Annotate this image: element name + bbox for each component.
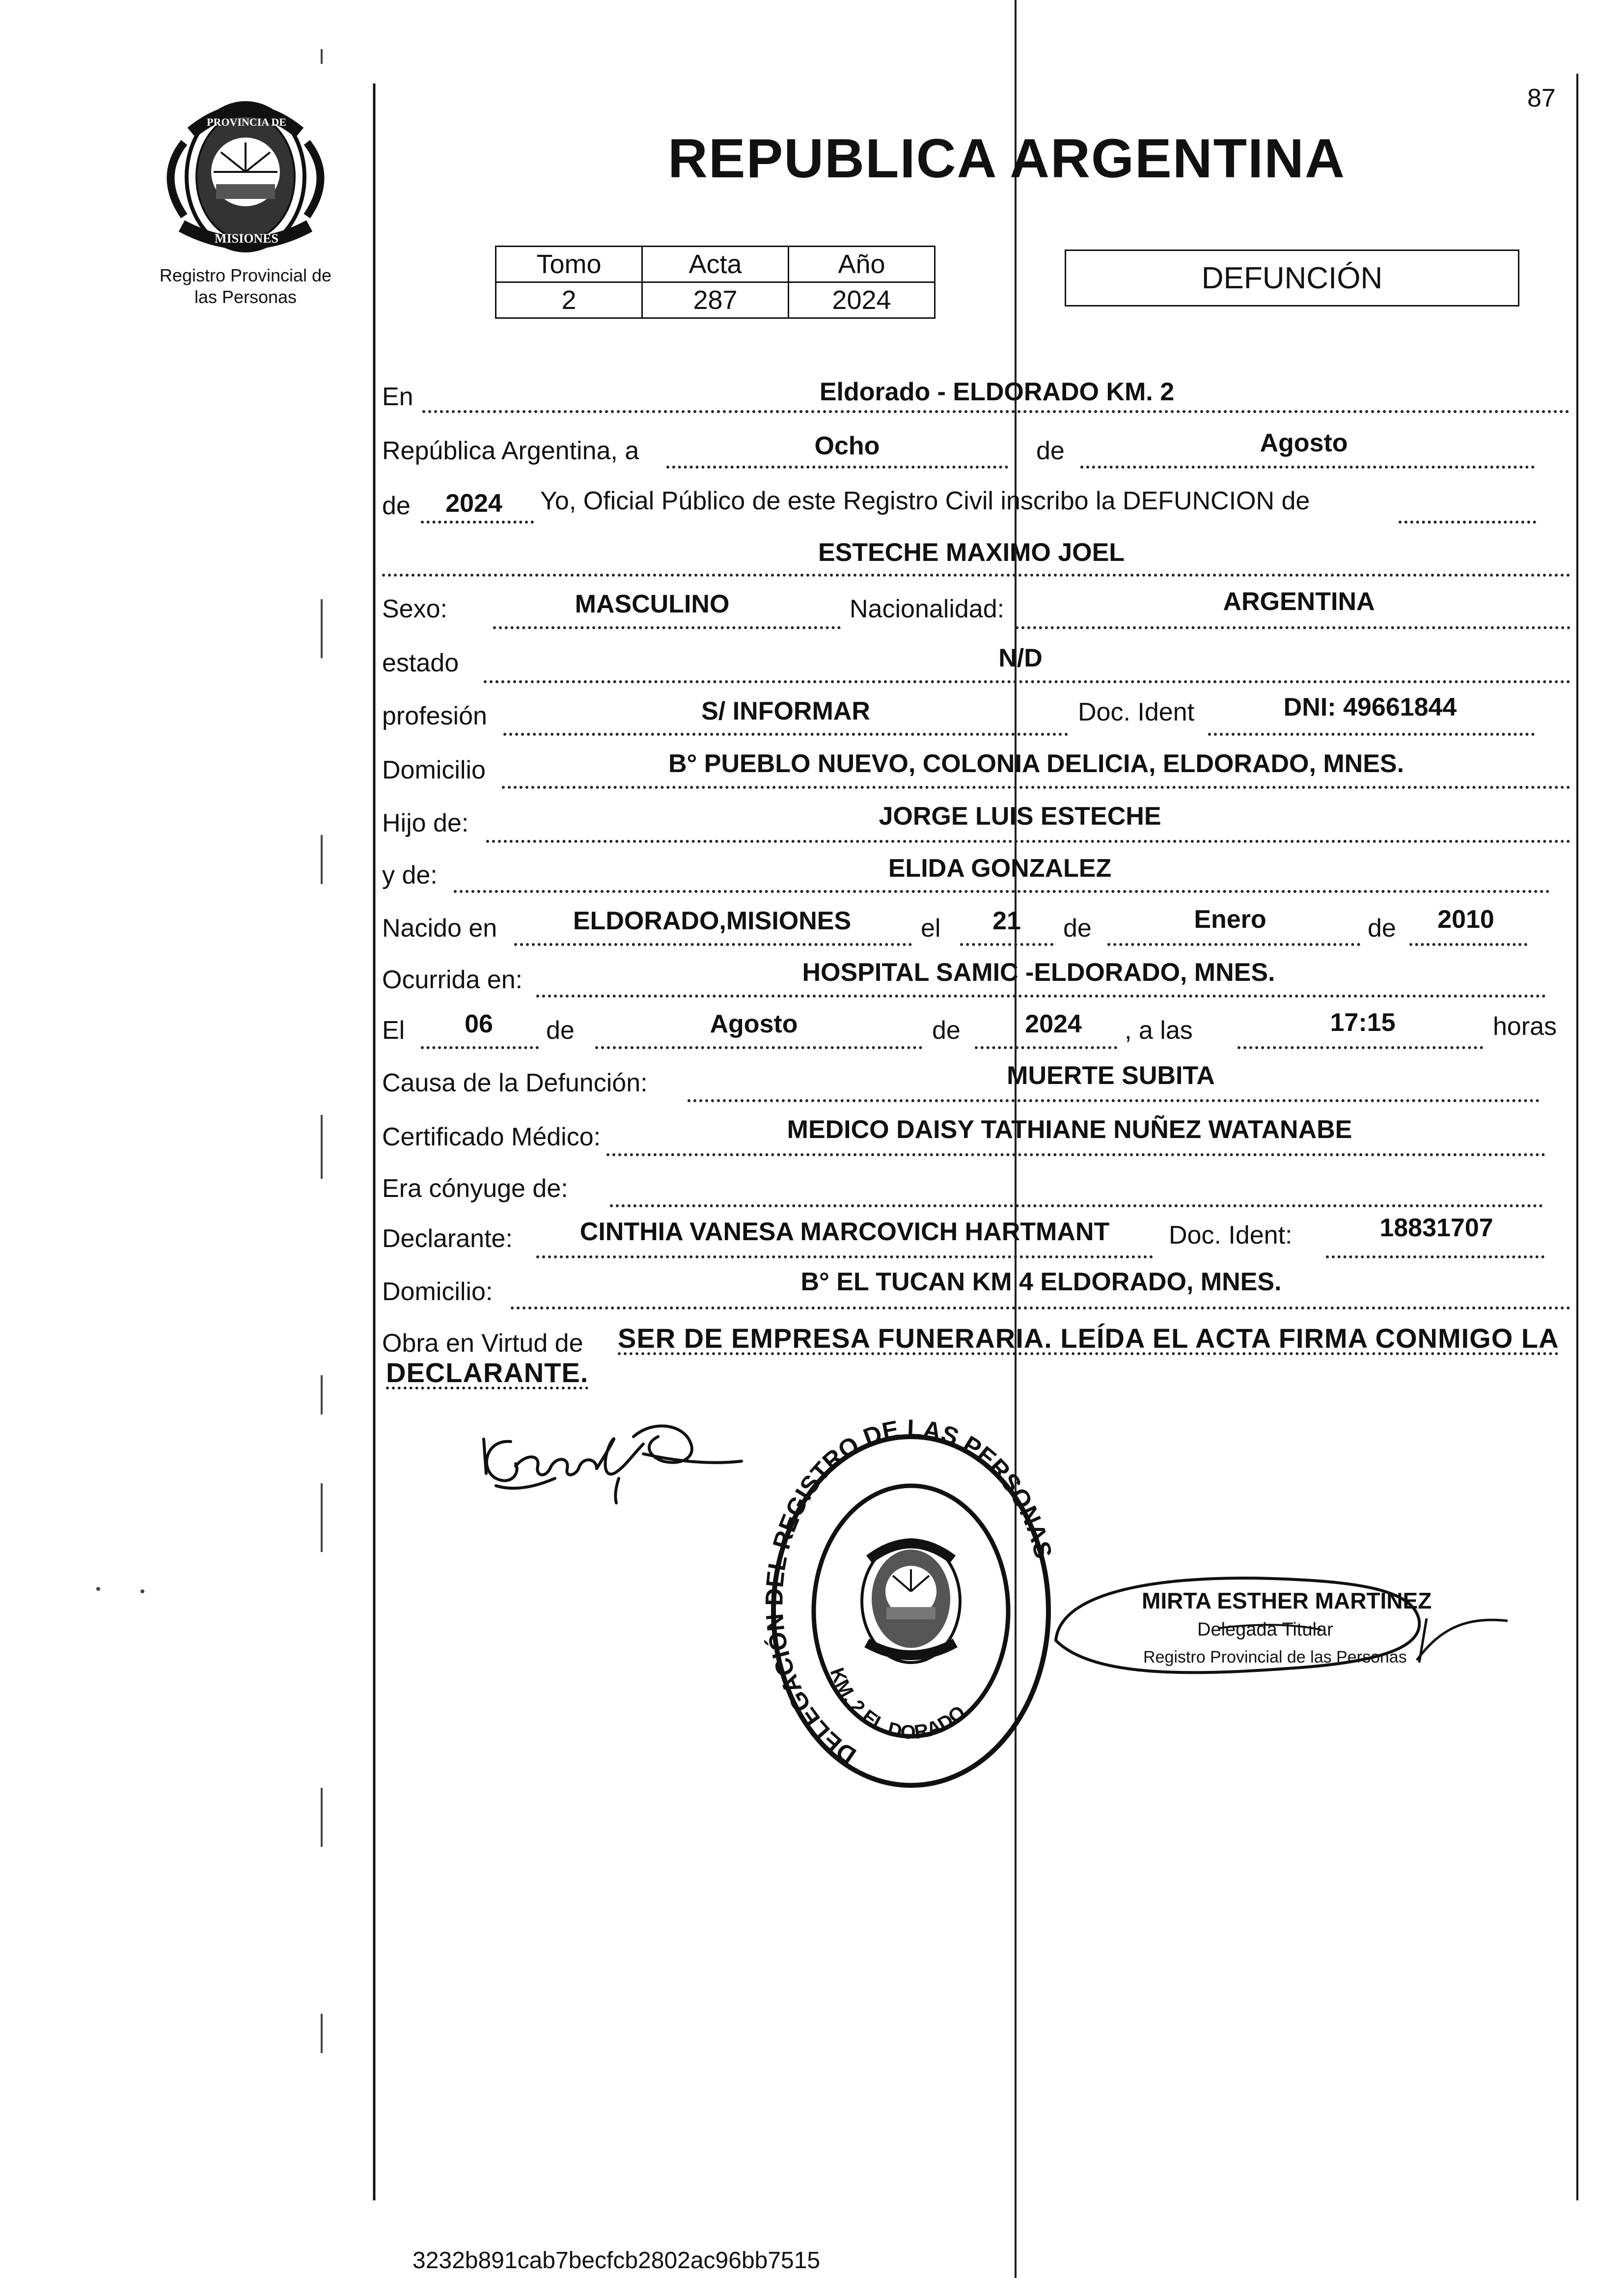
emblem-text-top: PROVINCIA DE [207,116,286,128]
declarante-label: Declarante: [382,1224,513,1253]
estado-value: N/D [998,644,1043,672]
anio-value: 2024 [445,489,502,518]
declarant-signature [484,1426,742,1503]
sexo-label: Sexo: [382,595,447,623]
dia-value: Ocho [814,432,880,460]
official-role: Delegada Titular [1197,1619,1333,1640]
nac-anio-value: 2010 [1437,905,1494,934]
domicilio2-label: Domicilio: [382,1278,493,1306]
record-type-box: DEFUNCIÓN [1065,250,1519,306]
yde-value: ELIDA GONZALEZ [888,854,1112,883]
stamp-outer-text: DELEGACIÓN DEL REGISTRO DE LAS PERSONAS [760,1414,1058,1770]
hijo-label: Hijo de: [382,809,469,837]
sexo-value: MASCULINO [575,590,730,618]
el2-label: El [382,1016,405,1045]
nacido-label: Nacido en [382,914,497,943]
page-number: 87 [1527,84,1556,112]
meta-header-tomo: Tomo [496,247,642,282]
def-hora-value: 17:15 [1330,1008,1396,1037]
ocurrida-label: Ocurrida en: [382,966,523,994]
domicilio-value: B° PUEBLO NUEVO, COLONIA DELICIA, ELDORADO, MNES. [668,750,1404,778]
nacido-value: ELDORADO,MISIONES [573,907,852,935]
hijo-value: JORGE LUIS ESTECHE [879,802,1161,831]
document-hash: 3232b891cab7becfcb2802ac96bb7515 [413,2248,821,2274]
doc2-label: Doc. Ident: [1169,1221,1293,1250]
certificado-label: Certificado Médico: [382,1123,601,1151]
de-label-6: de [932,1016,961,1045]
de-label-2: de [382,492,411,520]
ocurrida-value: HOSPITAL SAMIC -ELDORADO, MNES. [802,958,1275,987]
logo-caption-line2: las Personas [194,287,297,307]
domicilio-label: Domicilio [382,756,486,784]
republica-label: República Argentina, a [382,437,639,465]
obra-value-line2: DECLARANTE. [386,1357,589,1388]
nacionalidad-label: Nacionalidad: [850,595,1005,623]
meta-value-anio: 2024 [789,282,935,318]
de-label-5: de [546,1016,575,1045]
page-title: REPUBLICA ARGENTINA [668,128,1346,189]
horas-label: horas [1493,1012,1557,1041]
causa-value: MUERTE SUBITA [1007,1061,1215,1090]
doc-ident-value: DNI: 49661844 [1283,693,1457,722]
nac-dia-value: 21 [992,907,1021,935]
profesion-value: S/ INFORMAR [701,697,870,725]
en-value: Eldorado - ELDORADO KM. 2 [819,378,1175,406]
nac-mes-value: Enero [1194,905,1266,934]
stamp-emblem [862,1540,960,1663]
mes-value: Agosto [1260,429,1348,457]
nacionalidad-value: ARGENTINA [1223,587,1375,616]
oficial-text: Yo, Oficial Público de este Registro Civil inscribo la DEFUNCION de [540,487,1310,515]
logo-caption-line1: Registro Provincial de [159,265,332,285]
stamp-inner-text: KM. 2 EL DORADO [826,1665,970,1744]
def-dia-value: 06 [465,1010,493,1038]
el-label: el [921,914,941,943]
de-label-3: de [1063,914,1092,943]
def-mes-value: Agosto [710,1010,798,1038]
obra-label: Obra en Virtud de [382,1329,583,1358]
official-org: Registro Provincial de las Personas [1143,1648,1407,1667]
meta-header-acta: Acta [642,247,789,282]
conyuge-label: Era cónyuge de: [382,1174,568,1203]
emblem-text-bottom: MISIONES [214,231,279,246]
meta-header-anio: Año [789,247,935,282]
deceased-name: ESTECHE MAXIMO JOEL [818,538,1125,567]
profesion-label: profesión [382,702,487,730]
declarante-value: CINTHIA VANESA MARCOVICH HARTMANT [579,1218,1110,1246]
causa-label: Causa de la Defunción: [382,1069,648,1097]
obra-value-line1: SER DE EMPRESA FUNERARIA. LEÍDA EL ACTA FIRMA CONMIGO LA [618,1323,1559,1354]
domicilio2-value: B° EL TUCAN KM 4 ELDORADO, MNES. [800,1268,1282,1296]
doc2-value: 18831707 [1379,1214,1493,1242]
en-label: En [382,383,413,411]
meta-value-acta: 287 [642,282,789,318]
def-anio-value: 2024 [1025,1010,1082,1038]
estado-label: estado [382,649,459,677]
registry-stamp [760,1415,1057,1785]
de-label: de [1036,437,1065,465]
yde-label: y de: [382,861,438,889]
meta-value-tomo: 2 [496,282,642,318]
alas-label: , a las [1125,1016,1193,1045]
official-signature [1056,1578,1508,1672]
certificado-value: MEDICO DAISY TATHIANE NUÑEZ WATANABE [787,1115,1352,1144]
doc-ident-label: Doc. Ident [1078,698,1195,726]
de-label-4: de [1368,914,1396,943]
official-name: MIRTA ESTHER MARTINEZ [1142,1588,1432,1613]
